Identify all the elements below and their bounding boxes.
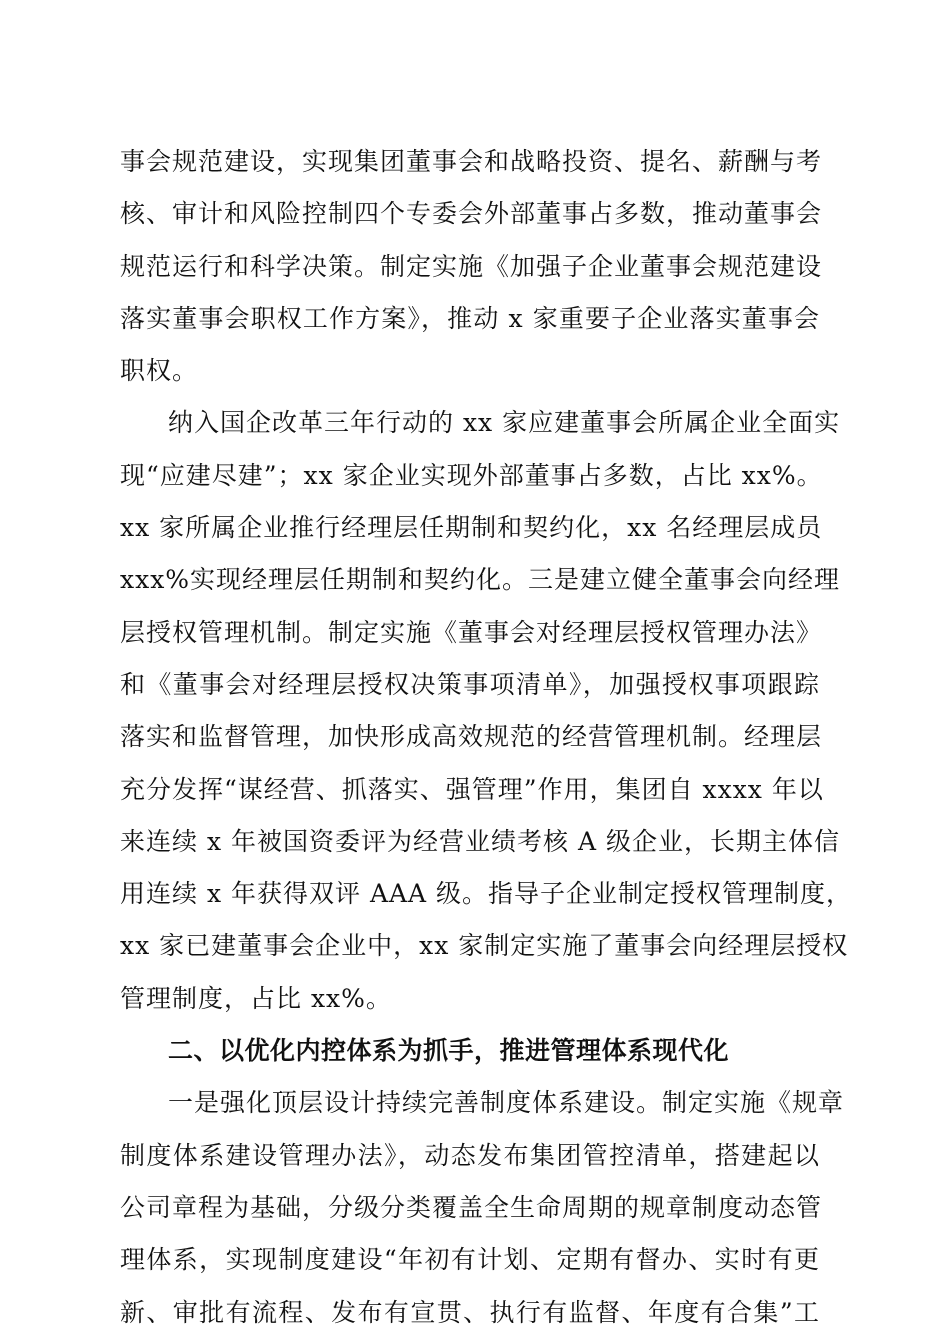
text-line: 充分发挥“谋经营、抓落实、强管理”作用，集团自 xxxx 年以 [120,774,824,804]
text-line: 管理制度，占比 xx%。 [120,983,392,1013]
text-line: 职权。 [120,356,199,386]
text-line: 新、审批有流程、发布有宣贯、执行有监督、年度有合集”工 [120,1297,820,1327]
text-line: 现“应建尽建”；xx 家企业实现外部董事占多数，占比 xx%。 [120,460,823,490]
text-line: 一是强化顶层设计持续完善制度体系建设。制定实施《规章 [168,1088,845,1118]
text-line: 纳入国企改革三年行动的 xx 家应建董事会所属企业全面实 [168,408,841,438]
text-line: 公司章程为基础，分级分类覆盖全生命周期的规章制度动态管 [120,1192,823,1222]
text-line: 落实董事会职权工作方案》，推动 x 家重要子企业落实董事会 [120,303,820,333]
section-heading: 二、以优化内控体系为抓手，推进管理体系现代化 [168,1036,730,1066]
text-line: xx 家已建董事会企业中，xx 家制定实施了董事会向经理层授权 [120,931,849,961]
text-line: 层授权管理机制。制定实施《董事会对经理层授权管理办法》 [120,617,823,647]
text-line: xxx%实现经理层任期制和契约化。三是建立健全董事会向经理 [120,565,841,595]
paragraph-continued [120,136,853,1339]
text-line: 事会规范建设，实现集团董事会和战略投资、提名、薪酬与考 [120,147,823,176]
text-line: 制度体系建设管理办法》，动态发布集团管控清单，搭建起以 [120,1140,820,1170]
text-line: 落实和监督管理，加快形成高效规范的经营管理机制。经理层 [120,722,823,752]
text-line: 和《董事会对经理层授权决策事项清单》，加强授权事项跟踪 [120,669,820,699]
text-line: 规范运行和科学决策。制定实施《加强子企业董事会规范建设 [120,251,823,281]
text-line: 来连续 x 年被国资委评为经营业绩考核 A 级企业，长期主体信 [120,826,840,856]
text-line: 理体系，实现制度建设“年初有计划、定期有督办、实时有更 [120,1245,820,1275]
text-line: 用连续 x 年获得双评 AAA 级。指导子企业制定授权管理制度， [120,879,853,909]
text-line: 核、审计和风险控制四个专委会外部董事占多数，推动董事会 [120,199,823,229]
text-line: xx 家所属企业推行经理层任期制和契约化，xx 名经理层成员 [120,513,823,543]
